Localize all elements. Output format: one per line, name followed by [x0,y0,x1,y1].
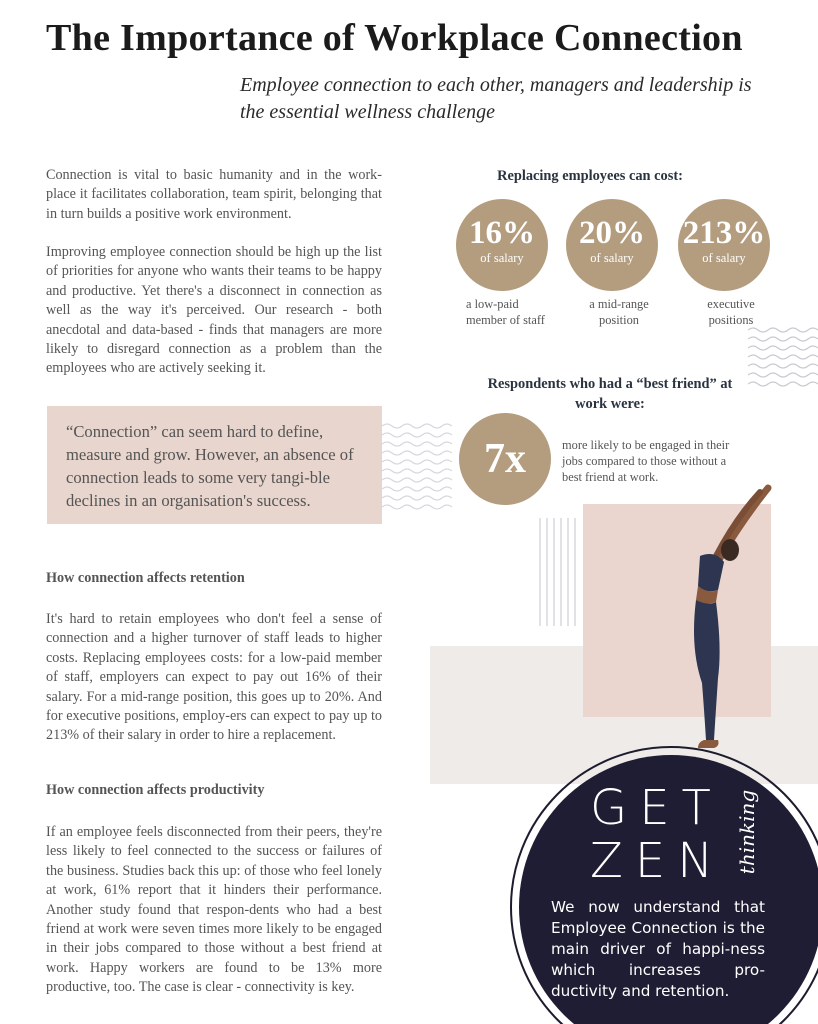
cost-stats-heading: Replacing employees can cost: [497,168,683,184]
best-friend-stat-circle: 7x [459,413,551,505]
retention-heading: How connection affects retention [46,570,245,586]
best-friend-description: more likely to be engaged in their jobs compared to those without a best friend at work. [562,438,730,484]
logo-line-get: GET [590,780,723,836]
page-subtitle: Employee connection to each other, managers and leadership is the essential wellness challenge [240,74,752,123]
intro-paragraph-2: Improving employee connection should be high up the list of priorities for anyone who wants their teams to be happy and productive. Yet there's a disconnect in connection as well as the way it's perceived. Our research - both anecdotal and data-based - finds that managers are more likely to disregard connection as a problem than the employees who are actively seeking it. [46,244,382,377]
stat-value: 213% [682,215,766,251]
stat-circle-low-paid [456,199,548,291]
pull-quote-text: “Connection” can seem hard to define, measure and grow. However, an absence of connection leads to some very tangi-ble declines in an organisation's success. [66,422,354,510]
stat-unit: of salary [590,251,634,265]
wave-pattern-decoration [748,326,818,388]
productivity-paragraph: If an employee feels disconnected from their peers, they're less likely to feel connected to the success or failures of the business. Studies back this up: of those who feel lonely at work, 61% report that it hinders their performance. Another study found that respon-dents who had a best friend at work were seven times more likely to be engaged in their jobs compared to those without a best friend at work. Happy workers are found to be 13% more productive, too. The case is clear - connectivity is key. [46,824,382,996]
intro-paragraph-1: Connection is vital to basic humanity and in the work-place it facilitates collaboration, team spirit, belonging that in turn builds a positive work environment. [46,167,382,222]
stat-description-executive: executive positions [707,297,755,327]
vertical-lines-decoration [538,518,578,626]
logo-line-zen: ZEN [590,833,726,889]
retention-paragraph: It's hard to retain employees who don't feel a sense of connection and a higher turnover of staff leads to higher costs. Replacing employees costs: for a low-paid member of staff, employers can expect to pay out 16% of their salary. For a mid-range position, this goes up to 20%. And for executive positions, employ-ers can expect to pay up to 213% of their salary in order to hire a replacement. [46,611,382,744]
yoga-figure-illustration [660,478,780,750]
stat-unit: of salary [702,251,746,265]
stat-value: 20% [579,215,645,251]
stat-circle-mid-range [566,199,658,291]
best-friend-heading: Respondents who had a “best friend” at work were: [487,376,733,412]
stat-value: 16% [469,215,535,251]
get-zen-logo [590,782,750,892]
page-title: The Importance of Workplace Connection [46,17,743,59]
productivity-heading: How connection affects productivity [46,782,265,798]
stat-description-low-paid: a low-paid member of staff [466,297,545,327]
stat-description-mid-range: a mid-range position [589,297,649,327]
wave-pattern-decoration [382,422,452,518]
zen-message: We now understand that Employee Connection is the main driver of happi-ness which increases pro-ductivity and retention. [551,898,765,1000]
stat-circle-executive [678,199,770,291]
logo-script-thinking: thinking [735,789,759,875]
stat-unit: of salary [480,251,524,265]
